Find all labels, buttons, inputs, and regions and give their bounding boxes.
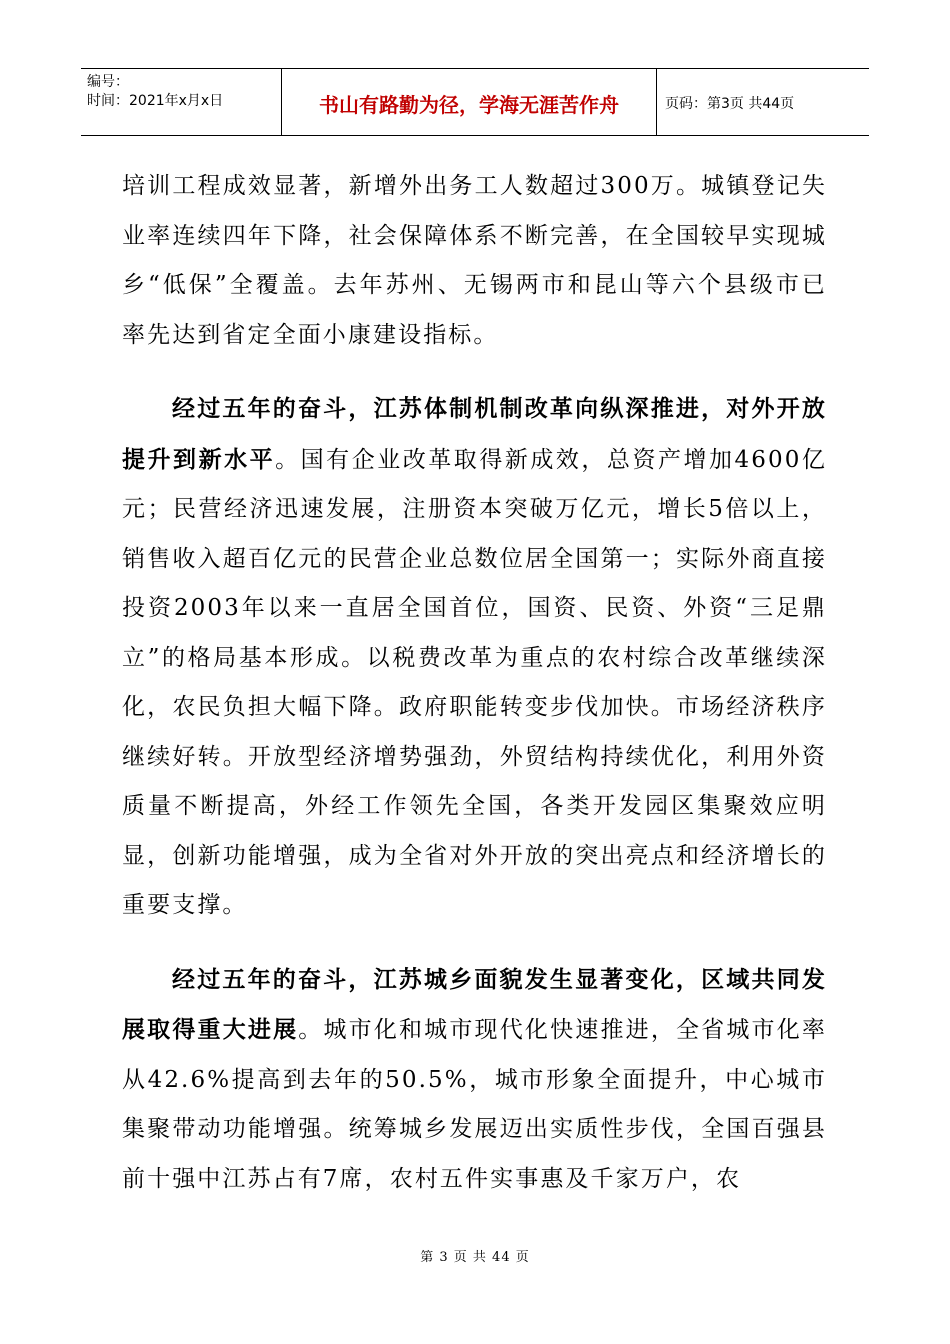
paragraph-2 <box>122 384 827 931</box>
paragraph-3-heading: 经过五年的奋斗，江苏城乡面貌发生显著变化，区域共同发展取得重大进展 <box>122 965 827 1043</box>
header-motto: 书山有路勤为径，学海无涯苦作舟 <box>282 69 657 135</box>
header-meta-cell <box>81 69 282 135</box>
header-page-code: 页码：第3页 共44页 <box>665 96 795 112</box>
paragraph-1: 培训工程成效显著，新增外出务工人数超过300万。城镇登记失业率连续四年下降，社会保障体系不断完善，在全国较早实现城乡“低保”全覆盖。去年苏州、无锡两市和昆山等六个县级市已率先达到省定全面小康建设指标。 <box>122 173 827 348</box>
page-footer: 第 3 页 共 44 页 <box>420 1250 530 1265</box>
paragraph-2-text: 。国有企业改革取得新成效，总资产增加4600亿元；民营经济迅速发展，注册资本突破万亿元，增长5倍以上，销售收入超百亿元的民营企业总数位居全国第一；实际外商直接投资2003年以来一直居全国首位，国资、民资、外资“三足鼎立”的格局基本形成。以税费改革为重点的农村综合改革继续深化，农民负担大幅下降。政府职能转变步伐加快。市场经济秩序继续好转。开放型经济增势强劲，外贸结构持续优化，利用外资质量不断提高，外经工作领先全国，各类开发园区集聚效应明显，创新功能增强，成为全省对外开放的突出亮点和经济增长的重要支撑。 <box>122 446 827 918</box>
document-body <box>122 162 827 1204</box>
number-label: 编号： <box>87 74 129 90</box>
paragraph-3 <box>122 955 827 1205</box>
time-label: 时间：2021年x月x日 <box>87 93 224 109</box>
header-table <box>81 68 869 136</box>
paragraph-2-heading: 经过五年的奋斗，江苏体制机制改革向纵深推进，对外开放提升到新水平 <box>122 395 827 473</box>
paragraph-3-text: 。城市化和城市现代化快速推进，全省城市化率从42.6%提高到去年的50.5%，城市形象全面提升，中心城市集聚带动功能增强。统筹城乡发展迈出实质性步伐，全国百强县前十强中江苏占有7席，农村五件实事惠及千家万户，农 <box>122 1017 828 1192</box>
